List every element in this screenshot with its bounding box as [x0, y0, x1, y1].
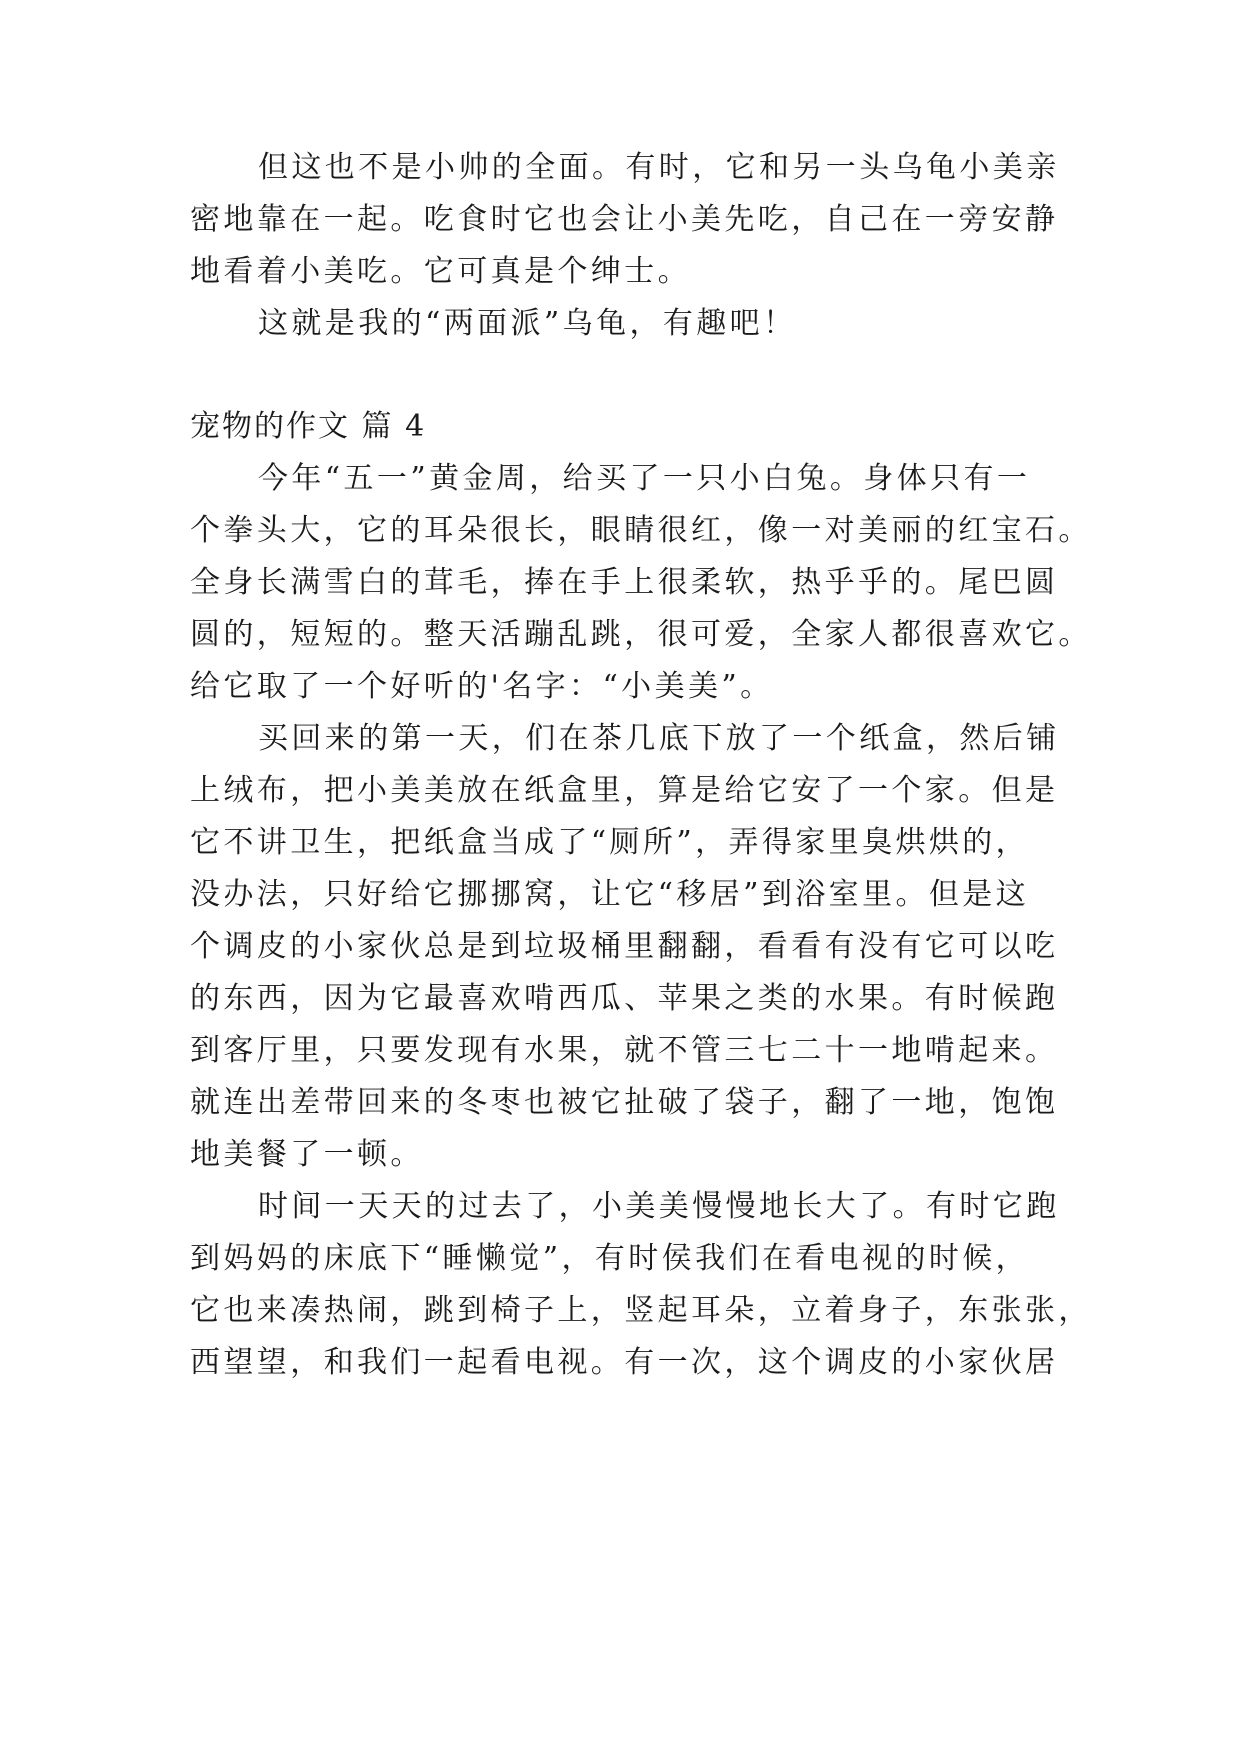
text-line: 全身长满雪白的茸毛，捧在手上很柔软，热乎乎的。尾巴圆: [190, 565, 1059, 600]
text-line: 到客厅里，只要发现有水果，就不管三七二十一地啃起来。: [190, 1033, 1059, 1068]
text-line: 圆的，短短的。整天活蹦乱跳，很可爱，全家人都很喜欢它。: [190, 617, 1092, 652]
text-line: 没办法，只好给它挪挪窝，让它“移居”到浴室里。但是这: [190, 877, 1030, 912]
text-line: 到妈妈的床底下“睡懒觉”，有时侯我们在看电视的时候，: [190, 1241, 1030, 1276]
text-line: 就连出差带回来的冬枣也被它扯破了袋子，翻了一地，饱饱: [190, 1085, 1059, 1120]
text-line: 今年“五一”黄金周，给买了一只小白兔。身体只有一: [258, 461, 1031, 496]
text-line: 给它取了一个好听的'名字：“小美美”。: [190, 669, 774, 704]
text-line: 密地靠在一起。吃食时它也会让小美先吃，自己在一旁安静: [190, 202, 1059, 237]
section-heading: 宠物的作文 篇 4: [190, 409, 427, 444]
text-line: 它不讲卫生，把纸盒当成了“厕所”，弄得家里臭烘烘的，: [190, 825, 1030, 860]
text-line: 时间一天天的过去了，小美美慢慢地长大了。有时它跑: [258, 1189, 1060, 1224]
text-line: 地美餐了一顿。: [190, 1137, 424, 1172]
text-line: 地看着小美吃。它可真是个绅士。: [190, 254, 691, 289]
text-line: 买回来的第一天，们在茶几底下放了一个纸盒，然后铺: [258, 721, 1060, 756]
text-line: 西望望，和我们一起看电视。有一次，这个调皮的小家伙居: [190, 1345, 1059, 1380]
text-line: 它也来凑热闹，跳到椅子上，竖起耳朵，立着身子，东张张，: [190, 1293, 1092, 1328]
text-line: 这就是我的“两面派”乌龟，有趣吧！: [258, 306, 797, 341]
text-line: 上绒布，把小美美放在纸盒里，算是给它安了一个家。但是: [190, 773, 1059, 808]
text-line: 的东西，因为它最喜欢啃西瓜、苹果之类的水果。有时候跑: [190, 981, 1059, 1016]
text-line: 个拳头大，它的耳朵很长，眼睛很红，像一对美丽的红宝石。: [190, 513, 1092, 548]
text-line: 个调皮的小家伙总是到垃圾桶里翻翻，看看有没有它可以吃: [190, 929, 1059, 964]
text-line: 但这也不是小帅的全面。有时，它和另一头乌龟小美亲: [258, 150, 1060, 185]
